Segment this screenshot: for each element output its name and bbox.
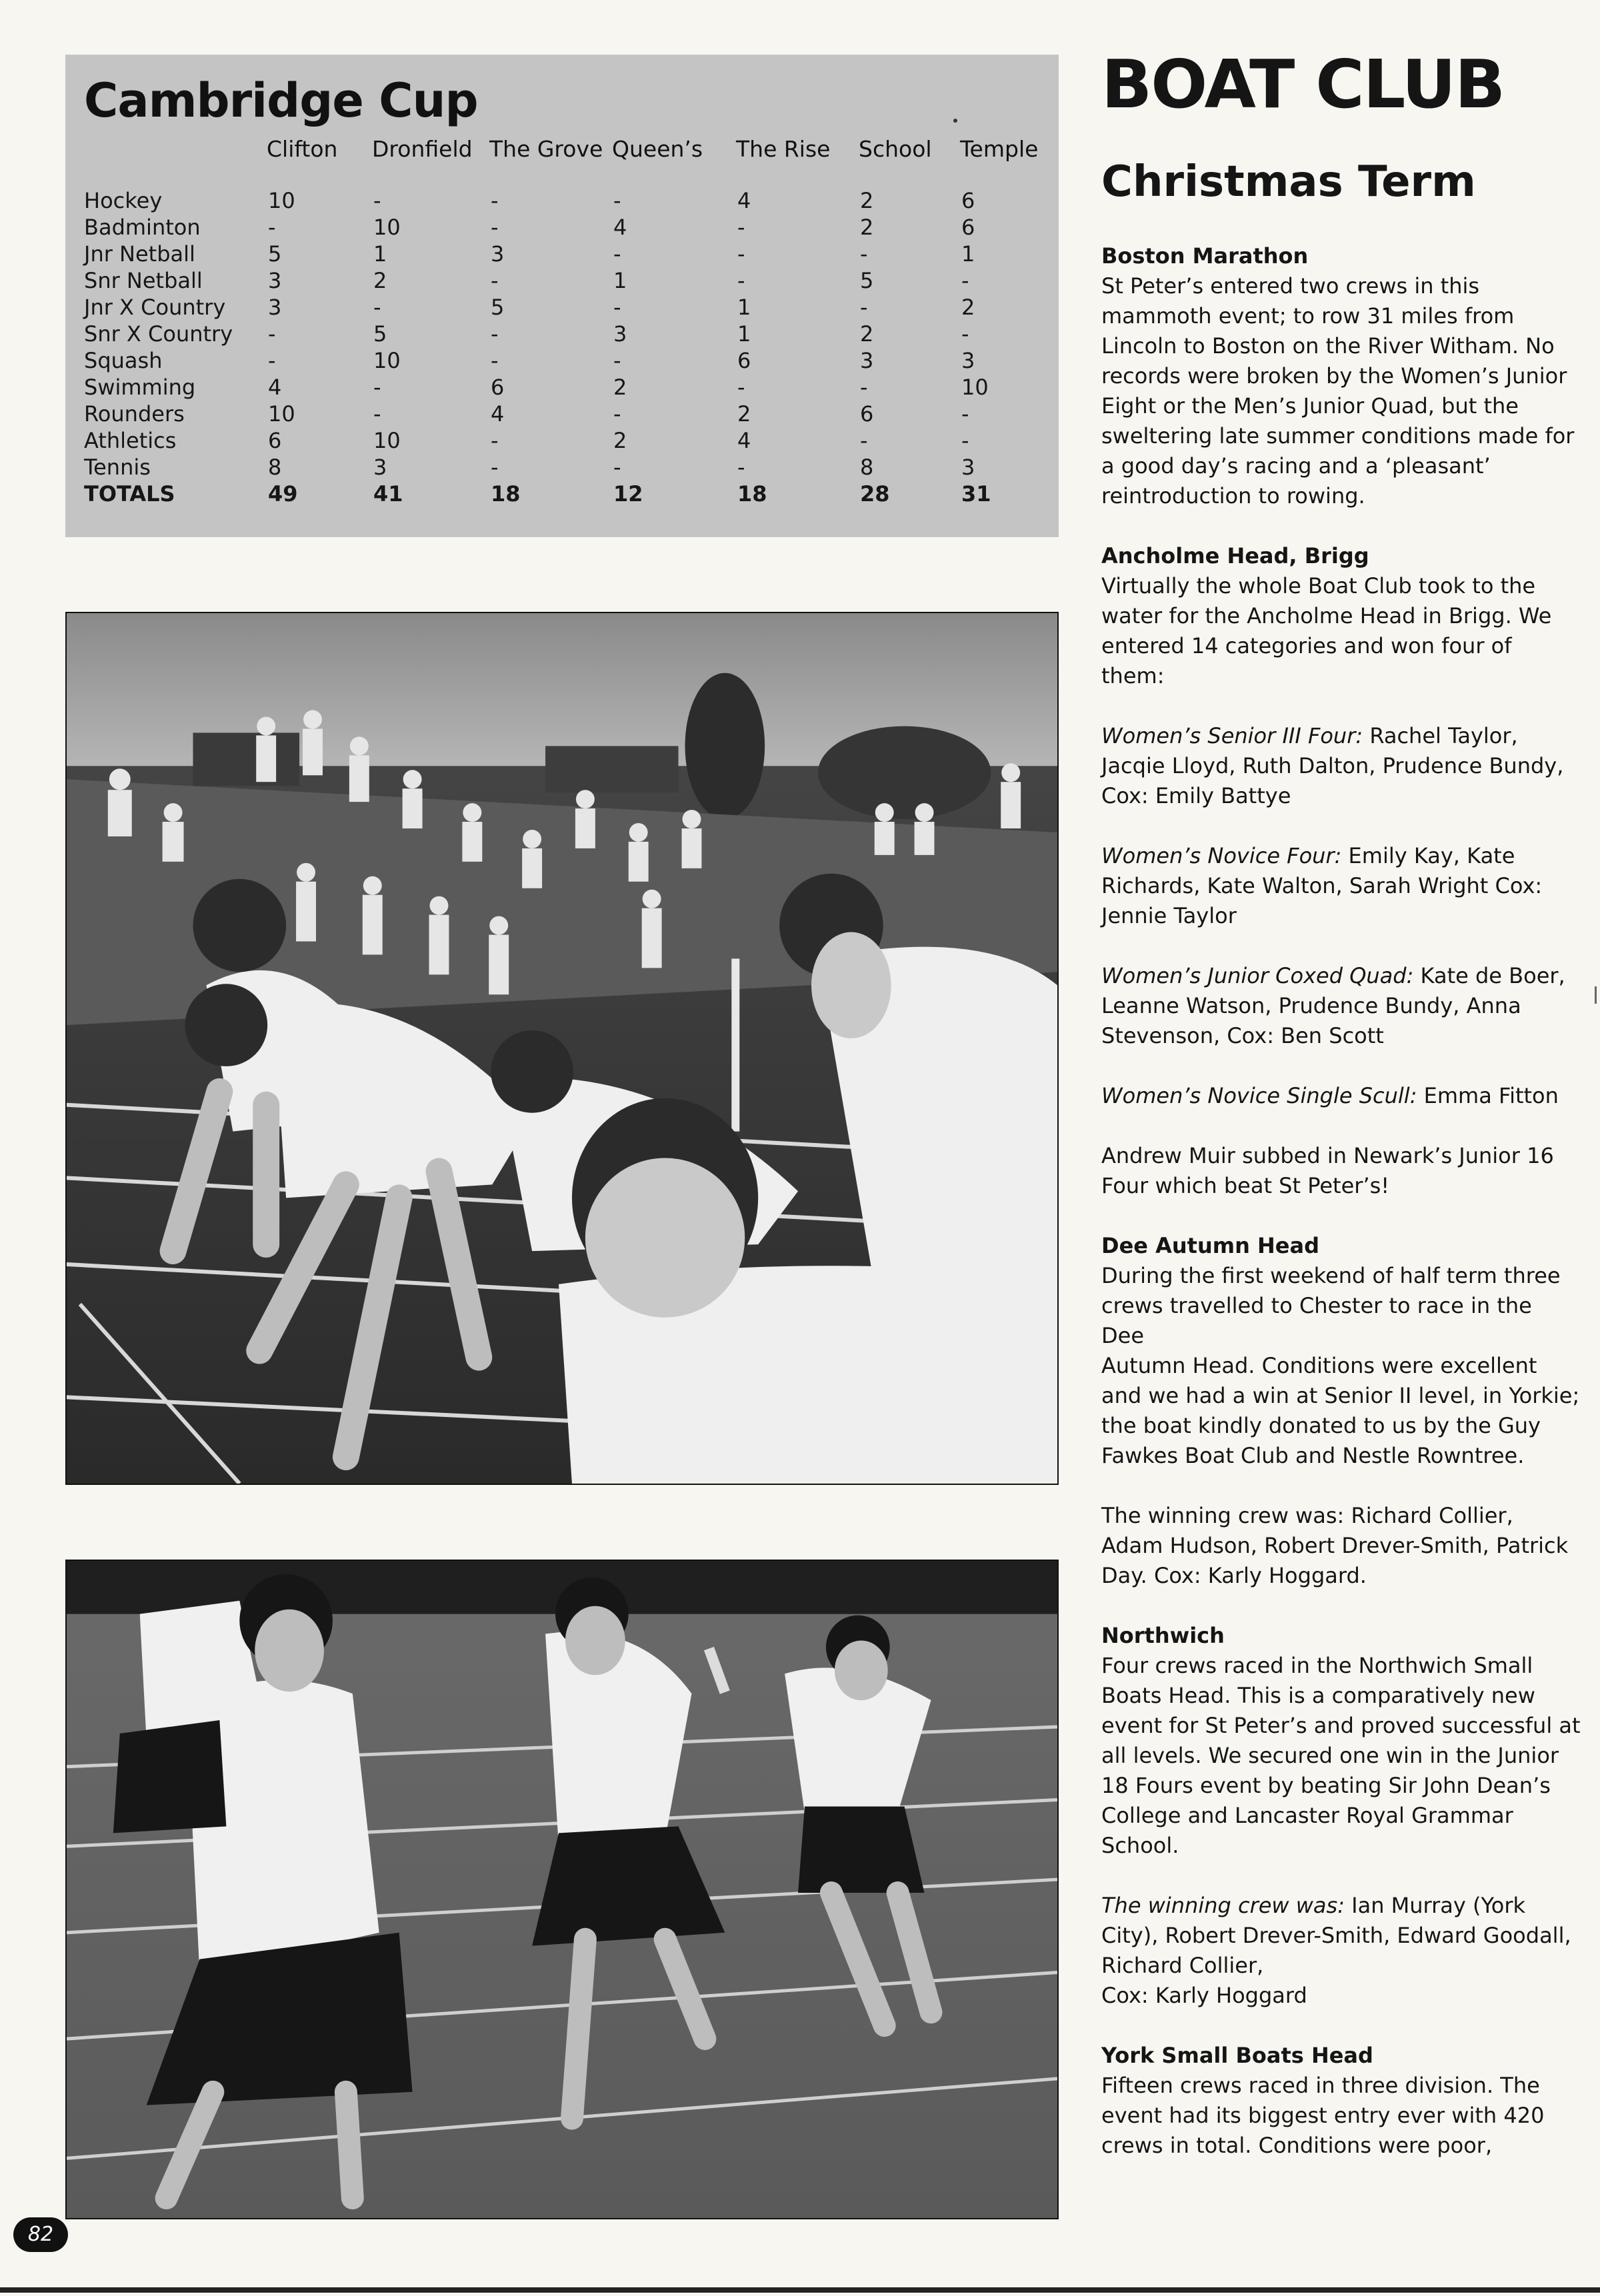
northwich-body: Four crews raced in the Northwich Small Boats Head. This is a comparatively new event for St Peter’s and proved successful at all levels. We secured one win in the Junior 18 Fours event by beating Sir John Dean’s College and Lancaster Royal Grammar School. <box>1101 1653 1581 1859</box>
table-cell: 3 <box>860 348 874 373</box>
section-title: BOAT CLUB <box>1101 45 1505 123</box>
gutter-mark <box>1595 986 1597 1004</box>
table-cell: 4 <box>737 428 751 453</box>
table-cell: 2 <box>373 268 387 293</box>
table-cell: 8 <box>268 455 282 480</box>
winners-names: Ian Murray (York City), Robert Drever-Smith, Edward Goodall, Richard Collier, <box>1101 1893 1571 1979</box>
table-cell: 1 <box>613 268 627 293</box>
table-cell: 3 <box>961 455 975 480</box>
bottom-rule <box>0 2287 1600 2293</box>
crew-entry <box>1101 841 1581 931</box>
table-cell: - <box>613 188 621 213</box>
crew-entry <box>1101 721 1581 811</box>
table-cell: 2 <box>961 295 975 320</box>
table-cell: 10 <box>373 348 401 373</box>
column-header: The Rise <box>736 136 831 162</box>
row-label: Jnr X Country <box>84 295 226 320</box>
table-cell: 5 <box>491 295 505 320</box>
table-cell: 12 <box>613 481 643 507</box>
table-cell: 3 <box>268 268 282 293</box>
table-cell: 4 <box>268 375 282 400</box>
table-cell: - <box>860 241 868 267</box>
ancholme-note: Andrew Muir subbed in Newark’s Junior 16 Four which beat St Peter’s! <box>1101 1143 1554 1199</box>
boston-body: St Peter’s entered two crews in this mammoth event; to row 31 miles from Lincoln to Boston on the River Witham. No records were broken by the Women’s Junior Eight or the Men’s Junior Quad, but the sweltering late summer conditions made for a good day’s racing and a ‘pleasant’ reintroduction to rowing. <box>1101 273 1575 509</box>
table-cell: 10 <box>268 188 295 213</box>
table-cell: - <box>491 455 499 480</box>
table-cell: 2 <box>860 188 874 213</box>
photo-relay-start-image <box>67 613 1057 1484</box>
photo-relay-running-image <box>67 1561 1057 2218</box>
table-cell: - <box>491 321 499 347</box>
dee-body-2: Autumn Head. Conditions were excellent and we had a win at Senior II level, in Yorkie; the boat kindly donated to us by the Guy Fawkes Boat Club and Nestle Rowntree. <box>1101 1353 1580 1469</box>
table-cell: 1 <box>737 295 751 320</box>
table-cell: - <box>613 241 621 267</box>
row-label: TOTALS <box>84 481 175 507</box>
table-cell: 6 <box>860 401 874 427</box>
row-label: Hockey <box>84 188 163 213</box>
cambridge-cup-table <box>65 55 1059 537</box>
table-cell: - <box>737 215 745 240</box>
northwich-cox: Cox: Karly Hoggard <box>1101 1983 1307 2009</box>
table-cell: - <box>613 401 621 427</box>
boat-club-article <box>1101 45 1581 2161</box>
table-cell: - <box>268 348 276 373</box>
table-cell: 6 <box>268 428 282 453</box>
crew-names: Emily Kay, Kate Richards, Kate Walton, Sarah Wright Cox: Jennie Taylor <box>1101 843 1543 929</box>
crew-names: Rachel Taylor, Jacqie Lloyd, Ruth Dalton, Prudence Bundy, Cox: Emily Battye <box>1101 723 1564 809</box>
crew-event: Women’s Senior III Four: <box>1101 723 1363 749</box>
photo-relay-start <box>65 612 1059 1485</box>
table-cell: - <box>737 375 745 400</box>
crew-names: Kate de Boer, Leanne Watson, Prudence Bundy, Anna Stevenson, Cox: Ben Scott <box>1101 963 1565 1049</box>
crew-entry <box>1101 1081 1581 1111</box>
table-cell: - <box>491 188 499 213</box>
table-cell: 5 <box>268 241 282 267</box>
row-label: Snr X Country <box>84 321 233 347</box>
table-cell: 4 <box>613 215 627 240</box>
column-header: School <box>859 136 932 162</box>
table-cell: - <box>961 401 969 427</box>
table-cell: 5 <box>373 321 387 347</box>
table-cell: - <box>961 321 969 347</box>
table-cell: 4 <box>737 188 751 213</box>
table-cell: 4 <box>491 401 505 427</box>
ancholme-body: Virtually the whole Boat Club took to the water for the Ancholme Head in Brigg. We entered 14 categories and won four of them: <box>1101 573 1552 689</box>
northwich-heading: Northwich <box>1101 1623 1225 1649</box>
table-cell: - <box>491 215 499 240</box>
row-label: Snr Netball <box>84 268 203 293</box>
york-heading: York Small Boats Head <box>1101 2043 1373 2069</box>
ancholme-heading: Ancholme Head, Brigg <box>1101 543 1369 569</box>
table-cell: 2 <box>613 375 627 400</box>
table-cell: - <box>613 348 621 373</box>
table-cell: - <box>737 241 745 267</box>
column-header: Dronfield <box>372 136 473 162</box>
table-cell: - <box>613 295 621 320</box>
page-number: 82 <box>13 2217 68 2252</box>
table-cell: 10 <box>961 375 989 400</box>
table-cell: - <box>268 215 276 240</box>
row-label: Jnr Netball <box>84 241 195 267</box>
table-cell: 1 <box>961 241 975 267</box>
column-header: Queen’s <box>612 136 703 162</box>
table-cell: 8 <box>860 455 874 480</box>
table-cell: 6 <box>737 348 751 373</box>
table-cell: 10 <box>373 215 401 240</box>
crew-names: Emma Fitton <box>1417 1083 1559 1109</box>
table-cell: - <box>860 295 868 320</box>
dee-winners: The winning crew was: Richard Collier, Adam Hudson, Robert Drever-Smith, Patrick Day. Cox: Karly Hoggard. <box>1101 1503 1569 1589</box>
table-cell: 5 <box>860 268 874 293</box>
table-cell: 10 <box>268 401 295 427</box>
table-cell: 6 <box>961 215 975 240</box>
table-cell: - <box>961 268 969 293</box>
table-cell: 18 <box>737 481 767 507</box>
table-cell: - <box>860 375 868 400</box>
table-cell: - <box>373 375 381 400</box>
table-cell: 10 <box>373 428 401 453</box>
column-header: Clifton <box>267 136 338 162</box>
table-cell: 6 <box>961 188 975 213</box>
table-title: Cambridge Cup <box>84 73 478 128</box>
table-cell: - <box>613 455 621 480</box>
table-cell: 28 <box>860 481 890 507</box>
row-label: Squash <box>84 348 163 373</box>
table-cell: - <box>860 428 868 453</box>
table-cell: 1 <box>737 321 751 347</box>
crew-event: Women’s Novice Single Scull: <box>1101 1083 1417 1109</box>
table-cell: 6 <box>491 375 505 400</box>
table-cell: 41 <box>373 481 403 507</box>
table-cell: 49 <box>268 481 298 507</box>
dee-body-1: During the first weekend of half term three crews travelled to Chester to race in the Dee <box>1101 1263 1561 1349</box>
column-header: The Grove <box>489 136 603 162</box>
table-cell: 3 <box>373 455 387 480</box>
table-cell: 2 <box>860 321 874 347</box>
table-cell: - <box>491 428 499 453</box>
table-cell: - <box>491 268 499 293</box>
term-title: Christmas Term <box>1101 157 1476 207</box>
table-cell: 3 <box>961 348 975 373</box>
table-cell: 3 <box>613 321 627 347</box>
table-cell: 2 <box>737 401 751 427</box>
row-label: Tennis <box>84 455 151 480</box>
table-cell: - <box>491 348 499 373</box>
york-body: Fifteen crews raced in three division. The event had its biggest entry ever with 420 crews in total. Conditions were poor, <box>1101 2073 1545 2159</box>
table-cell: 2 <box>613 428 627 453</box>
photo-relay-running <box>65 1560 1059 2219</box>
column-header: Temple <box>960 136 1039 162</box>
table-cell: 3 <box>491 241 505 267</box>
table-cell: 31 <box>961 481 991 507</box>
table-cell: - <box>737 455 745 480</box>
crew-event: Women’s Junior Coxed Quad: <box>1101 963 1414 989</box>
table-cell: - <box>373 188 381 213</box>
northwich-winners <box>1101 1891 1581 1981</box>
dee-heading: Dee Autumn Head <box>1101 1233 1319 1259</box>
row-label: Rounders <box>84 401 185 427</box>
table-cell: - <box>961 428 969 453</box>
boston-heading: Boston Marathon <box>1101 243 1309 269</box>
decorative-dot <box>953 119 957 123</box>
winners-label: The winning crew was: <box>1101 1893 1345 1919</box>
table-cell: - <box>373 295 381 320</box>
row-label: Badminton <box>84 215 201 240</box>
table-cell: 2 <box>860 215 874 240</box>
table-cell: 1 <box>373 241 387 267</box>
table-cell: - <box>268 321 276 347</box>
crew-event: Women’s Novice Four: <box>1101 843 1342 869</box>
crew-entry <box>1101 961 1581 1051</box>
table-cell: - <box>373 401 381 427</box>
table-cell: 18 <box>491 481 521 507</box>
row-label: Athletics <box>84 428 177 453</box>
row-label: Swimming <box>84 375 196 400</box>
table-cell: 3 <box>268 295 282 320</box>
table-cell: - <box>737 268 745 293</box>
